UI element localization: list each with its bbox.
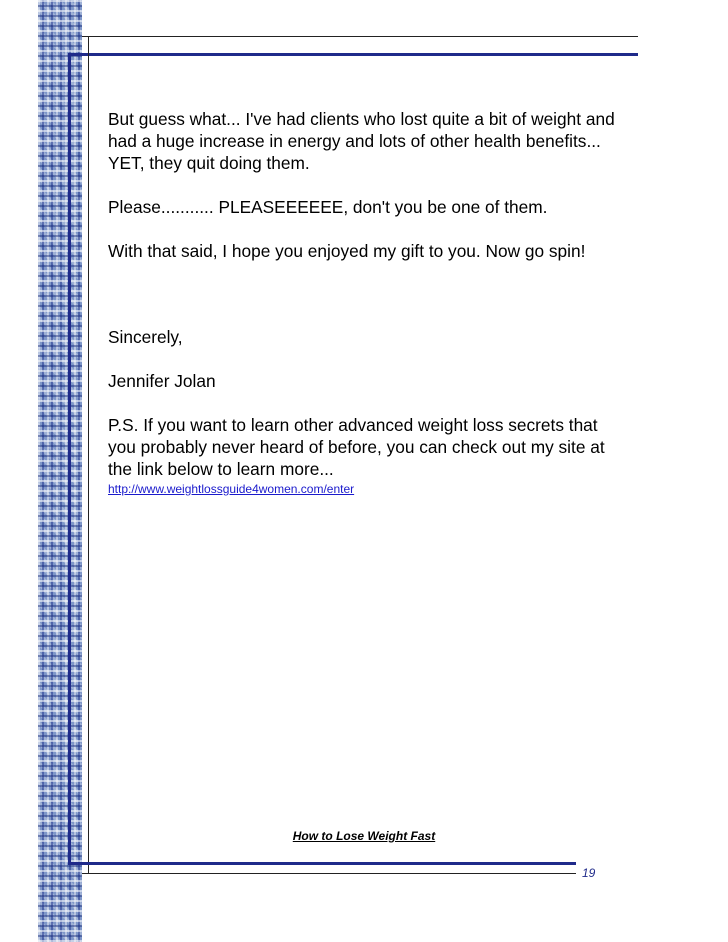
frame-left-thin-line [88, 36, 89, 874]
footer-title: How to Lose Weight Fast [292, 829, 436, 843]
paragraph-clients: But guess what... I've had clients who lost quite a bit of weight and had a huge increase in energy and lots of other health benefits... YET, they quit doing them. [108, 109, 615, 173]
frame-top-thick-line [68, 53, 638, 56]
frame-top-thin-line [82, 36, 638, 37]
decorative-side-strip [38, 0, 82, 942]
signature: Jennifer Jolan [108, 371, 216, 391]
frame-left-thick-line [68, 53, 71, 865]
page-content [108, 108, 628, 497]
frame-bottom-thick-line [68, 862, 576, 865]
closing-line: Sincerely, [108, 327, 183, 347]
site-link[interactable]: http://www.weightlossguide4women.com/enter [108, 482, 355, 496]
paragraph-gift: With that said, I hope you enjoyed my gift to you. Now go spin! [108, 241, 586, 261]
postscript: P.S. If you want to learn other advanced weight loss secrets that you probably never heard of before, you can check out my site at the link below to learn more... [108, 415, 605, 479]
page-number: 19 [582, 866, 596, 880]
frame-bottom-thin-line [82, 873, 576, 874]
paragraph-please: Please........... PLEASEEEEEE, don't you be one of them. [108, 197, 548, 217]
